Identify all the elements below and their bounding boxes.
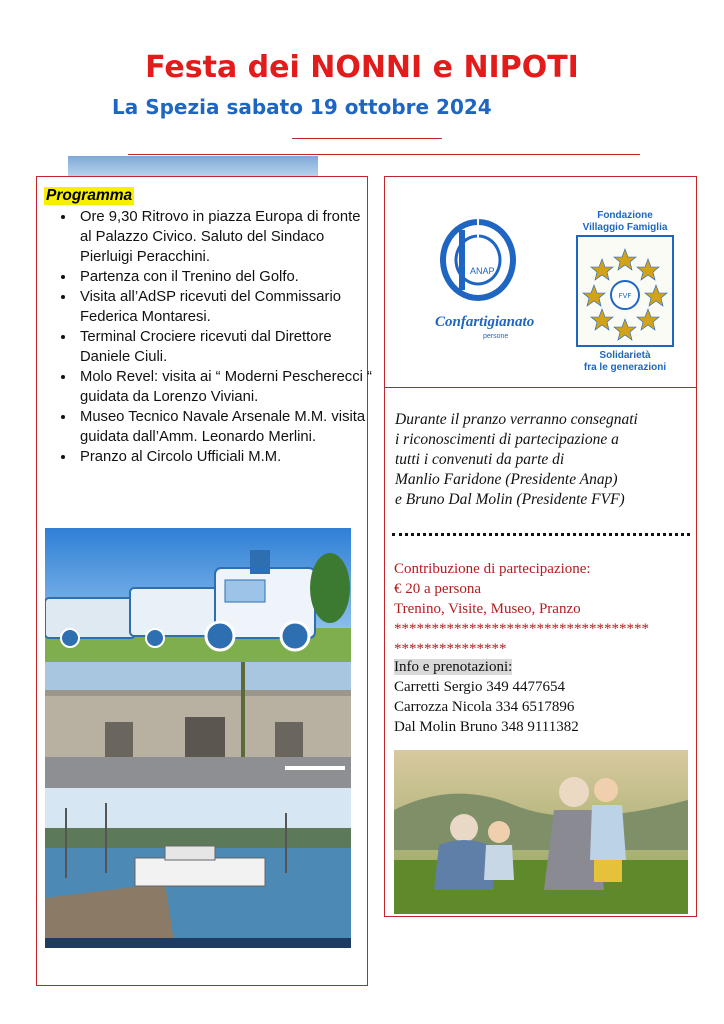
- grandparents-photo: [394, 750, 688, 914]
- program-item: • Museo Tecnico Navale Arsenale M.M. visita guidata dall’Amm. Leonardo Merlini.: [76, 407, 376, 447]
- contact-item: Carretti Sergio 349 4477654: [394, 679, 565, 695]
- program-item: • Visita all’AdSP ricevuti del Commissario Federica Montaresi.: [76, 287, 376, 327]
- program-heading: Programma: [46, 187, 133, 204]
- page-title: Festa dei NONNI e NIPOTI: [145, 50, 579, 85]
- anap-confartigianato-logo: [425, 210, 540, 350]
- contact-item: Carrozza Nicola 334 6517896: [394, 699, 575, 715]
- tourist-train-photo: [45, 528, 351, 662]
- contacts: [394, 657, 694, 737]
- contribution-info: Contribuzione di partecipazione: € 20 a persona Trenino, Visite, Museo, Pranzo ********************************** ***************: [394, 561, 649, 657]
- page-subtitle: La Spezia sabato 19 ottobre 2024: [112, 95, 492, 119]
- program-item: • Partenza con il Trenino del Golfo.: [76, 267, 376, 287]
- fvf-emblem: [576, 235, 674, 347]
- contacts-label: Info e prenotazioni:: [394, 659, 513, 675]
- header-divider: [128, 154, 640, 155]
- confartigianato-sub-label: persone: [483, 333, 509, 340]
- dotted-divider: [392, 533, 690, 536]
- confartigianato-label: Confartigianato: [435, 314, 535, 330]
- program-item: • Pranzo al Circolo Ufficiali M.M.: [76, 447, 376, 467]
- contact-item: Dal Molin Bruno 348 9111382: [394, 719, 579, 735]
- solidarieta-motto: Solidarietà fra le generazioni: [583, 350, 667, 373]
- fondazione-name: Fondazione Villaggio Famiglia: [582, 210, 668, 233]
- program-list: [60, 207, 376, 467]
- civic-building-photo: [45, 662, 351, 788]
- program-item: • Ore 9,30 Ritrovo in piazza Europa di fronte al Palazzo Civico. Saluto del Sindaco Pierluigi Peracchini.: [76, 207, 376, 267]
- title-underline: [292, 138, 442, 139]
- lunch-note: Durante il pranzo verranno consegnati i riconoscimenti di partecipazione a tutti i convenuti da parte di Manlio Faridone (Presidente Anap) e Bruno Dal Molin (Presidente FVF): [395, 411, 638, 508]
- program-item: • Terminal Crociere ricevuti dal Direttore Daniele Ciuli.: [76, 327, 376, 367]
- program-item: • Molo Revel: visita ai “ Moderni Pescherecci “ guidata da Lorenzo Viviani.: [76, 367, 376, 407]
- star-circle-icon: [578, 237, 672, 345]
- fvf-emblem-text: FVF: [618, 292, 632, 300]
- harbour-photo: [45, 788, 351, 948]
- anap-label: ANAP: [470, 266, 495, 276]
- sky-photo-strip: [68, 156, 318, 176]
